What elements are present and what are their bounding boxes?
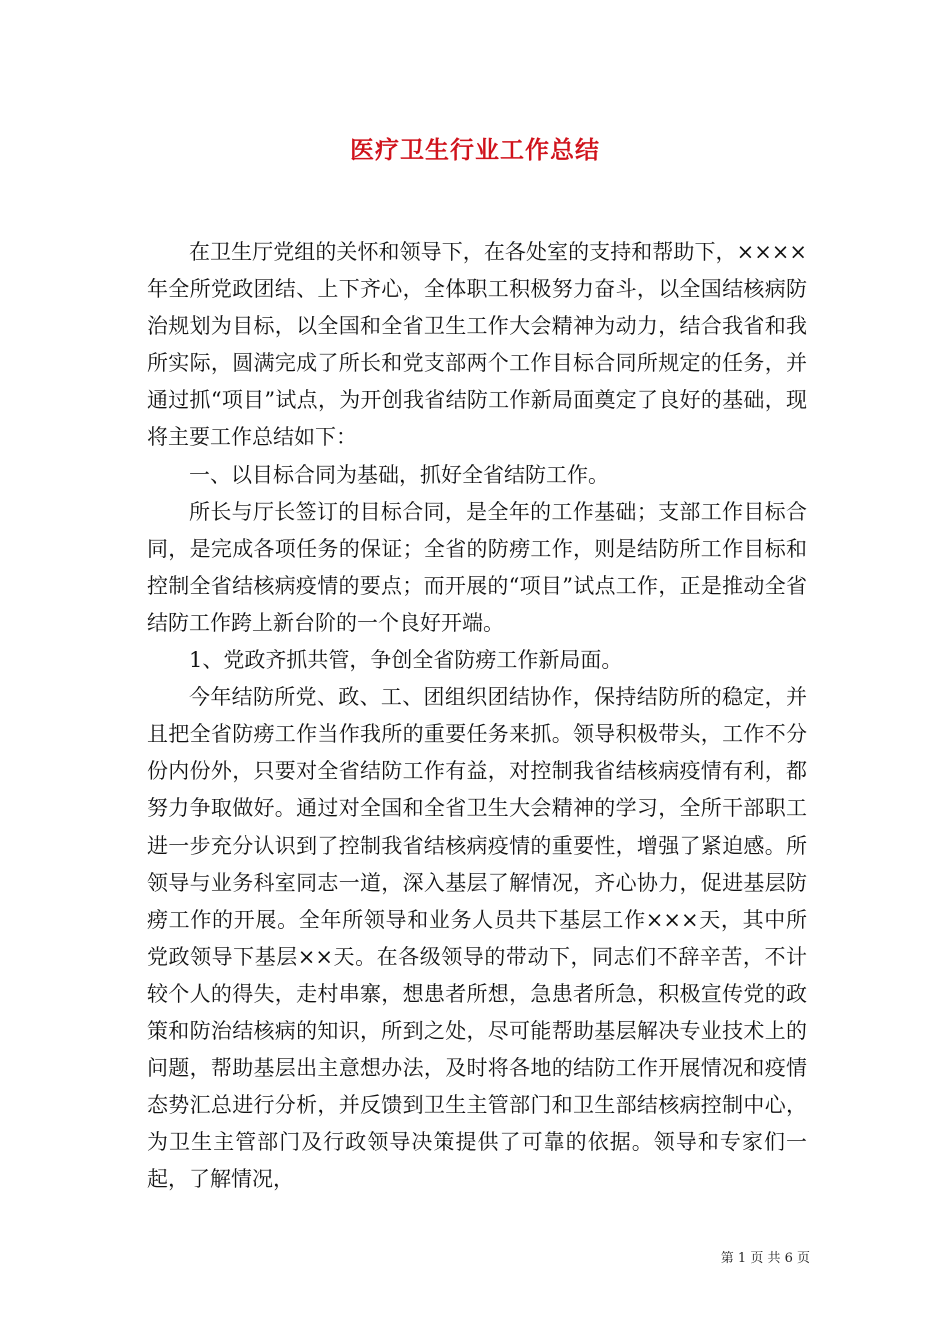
document-title: 医疗卫生行业工作总结: [350, 135, 600, 164]
subsection-heading-1: 1、党政齐抓共管，争创全省防痨工作新局面。: [189, 648, 623, 673]
document-body: [147, 234, 807, 1198]
paragraph-subsection-1: 今年结防所党、政、工、团组织团结协作，保持结防所的稳定，并且把全省防痨工作当作我所的重要任务来抓。领导积极带头，工作不分份内份外，只要对全省结防工作有益，对控制我省结核病疫情有利，都努力争取做好。通过对全国和全省卫生大会精神的学习，全所干部职工进一步充分认识到了控制我省结核病疫情的重要性，增强了紧迫感。所领导与业务科室同志一道，深入基层了解情况，齐心协力，促进基层防痨工作的开展。全年所领导和业务人员共下基层工作×××天，其中所党政领导下基层××天。在各级领导的带动下，同志们不辞辛苦，不计较个人的得失，走村串寨，想患者所想，急患者所急，积极宣传党的政策和防治结核病的知识，所到之处，尽可能帮助基层解决专业技术上的问题，帮助基层出主意想办法，及时将各地的结防工作开展情况和疫情态势汇总进行分析，并反馈到卫生主管部门和卫生部结核病控制中心，为卫生主管部门及行政领导决策提供了可靠的依据。领导和专家们一起，了解情况，: [147, 685, 807, 1192]
paragraph-intro: 在卫生厅党组的关怀和领导下，在各处室的支持和帮助下，××××年全所党政团结、上下齐心，全体职工积极努力奋斗，以全国结核病防治规划为目标，以全国和全省卫生工作大会精神为动力，结合我省和我所实际，圆满完成了所长和党支部两个工作目标合同所规定的任务，并通过抓“项目”试点，为开创我省结防工作新局面奠定了良好的基础，现将主要工作总结如下：: [147, 240, 807, 450]
section-heading-1: 一、以目标合同为基础，抓好全省结防工作。: [189, 462, 609, 487]
page-number-footer: 第 1 页 共 6 页: [720, 1251, 810, 1266]
paragraph-section-1: 所长与厅长签订的目标合同，是全年的工作基础；支部工作目标合同，是完成各项任务的保证；全省的防痨工作，则是结防所工作目标和控制全省结核病疫情的要点；而开展的“项目”试点工作，正是推动全省结防工作跨上新台阶的一个良好开端。: [147, 499, 807, 635]
